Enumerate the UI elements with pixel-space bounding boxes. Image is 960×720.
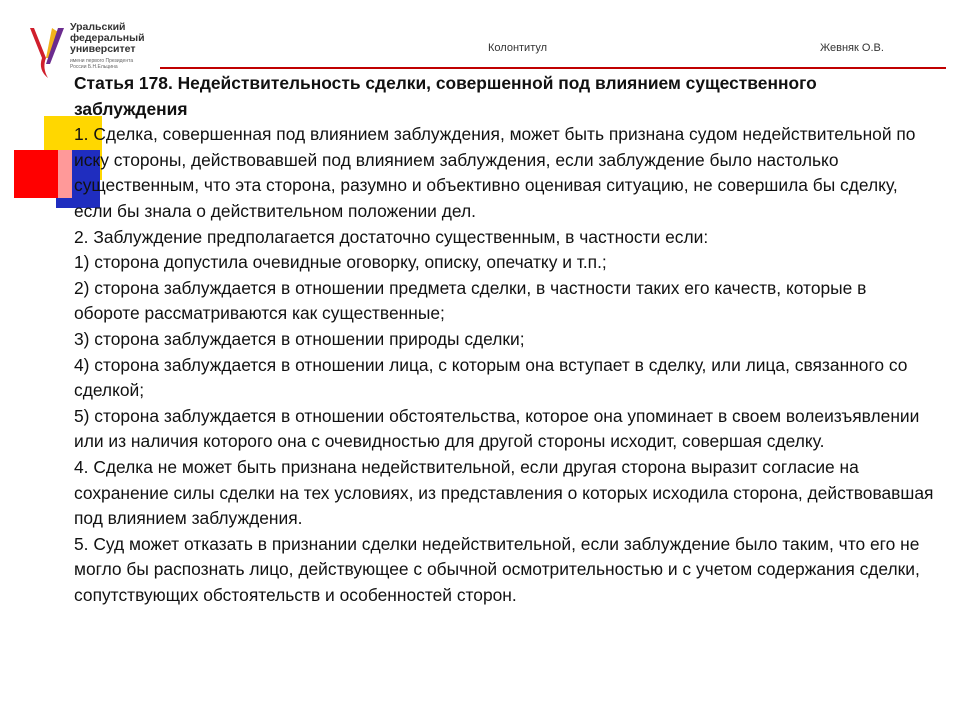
list-item-2: 2) сторона заблуждается в отношении предмета сделки, в частности таких его качеств, которые в обороте рассматриваются как существенные; xyxy=(74,277,867,324)
deco-white-overlay xyxy=(58,150,72,198)
article-title: Статья 178. Недействительность сделки, совершенной под влиянием существенного заблуждения xyxy=(74,73,817,119)
list-item-1: 1) сторона допустила очевидные оговорку, описку, опечатку и т.п.; xyxy=(74,252,607,273)
paragraph-2: 2. Заблуждение предполагается достаточно существенным, в частности если: xyxy=(74,226,709,247)
header-author: Жевняк О.В. xyxy=(820,42,884,54)
header-footer-label: Колонтитул xyxy=(488,42,548,54)
list-item-5: 5) сторона заблуждается в отношении обстоятельства, которое она упоминает в своем волеизъявлении или из наличия которого она с очевидностью для другой стороны исходит, совершая сделку. xyxy=(74,405,920,452)
list-item-3: 3) сторона заблуждается в отношении природы сделки; xyxy=(74,328,525,349)
article-body xyxy=(74,71,934,608)
paragraph-1: 1. Сделка, совершенная под влиянием заблуждения, может быть признана судом недействительной по иску стороны, действовавшей под влиянием заблуждения, если заблуждение было настолько существенным, что эта сторона, разумно и объективно оценивая ситуацию, не совершила бы сделку, если бы знала о действительном положении дел. xyxy=(74,124,916,221)
paragraph-4: 4. Сделка не может быть признана недействительной, если другая сторона выразит согласие на сохранение силы сделки на тех условиях, из представления о которых исходила сторона, действовавшая под влиянием заблуждения. xyxy=(74,456,934,529)
paragraph-5: 5. Суд может отказать в признании сделки недействительной, если заблуждение было таким, что его не могло бы распознать лицо, действующее с обычной осмотрительностью и с учетом содержания сделки, сопутствующих обстоятельств и особенностей сторон. xyxy=(74,533,920,605)
university-emblem-icon xyxy=(28,24,66,80)
header-divider xyxy=(160,67,946,69)
list-item-4: 4) сторона заблуждается в отношении лица, с которым она вступает в сделку, или лица, связанного со сделкой; xyxy=(74,354,908,401)
university-name: Уральский федеральный университет xyxy=(70,21,145,55)
university-subtitle: имени первого Президента России Б.Н.Ельцина xyxy=(70,58,134,70)
